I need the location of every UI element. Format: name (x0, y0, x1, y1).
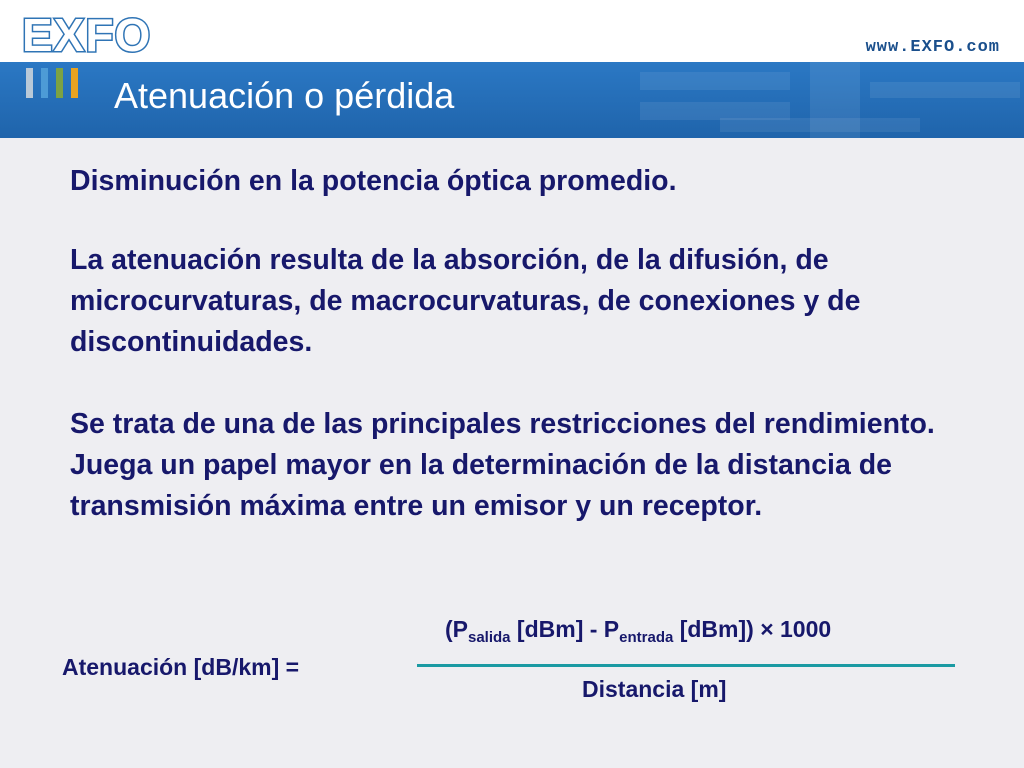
band-decoration (870, 82, 1020, 98)
subscript-salida: salida (468, 629, 511, 646)
band-decoration (640, 72, 790, 90)
formula-lhs: Atenuación [dB/km] = (62, 654, 300, 680)
bar-gray (26, 68, 33, 98)
numerator-open: (P (445, 616, 468, 642)
paragraph-causes: La atenuación resulta de la absorción, de la difusión, de microcurvaturas, de macrocurvaturas, de conexiones y de discontinuidades. (70, 244, 861, 358)
formula-numerator (445, 612, 831, 646)
bar-blue (41, 68, 48, 98)
numerator-close: [dBm]) × 1000 (673, 616, 832, 642)
exfo-logo: EXFO (22, 9, 152, 61)
bar-orange (71, 68, 78, 98)
numerator-middle: [dBm] - P (510, 616, 620, 642)
website-url: www.EXFO.com (865, 38, 1000, 57)
slide-title: Atenuación o pérdida (114, 75, 455, 116)
paragraph-impact: Se trata de una de las principales restricciones del rendimiento. Juega un papel mayor en la determinación de la distancia de transmisión máxima entre un emisor y un receptor. (70, 408, 935, 522)
fraction-line (417, 664, 955, 667)
paragraph-definition: Disminución en la potencia óptica promedio. (70, 165, 677, 197)
header-strip (0, 0, 1024, 62)
color-bars-icon (26, 68, 96, 98)
subscript-entrada: entrada (619, 629, 674, 646)
band-decoration (720, 118, 920, 132)
bar-green (56, 68, 63, 98)
formula-denominator: Distancia [m] (582, 676, 727, 702)
